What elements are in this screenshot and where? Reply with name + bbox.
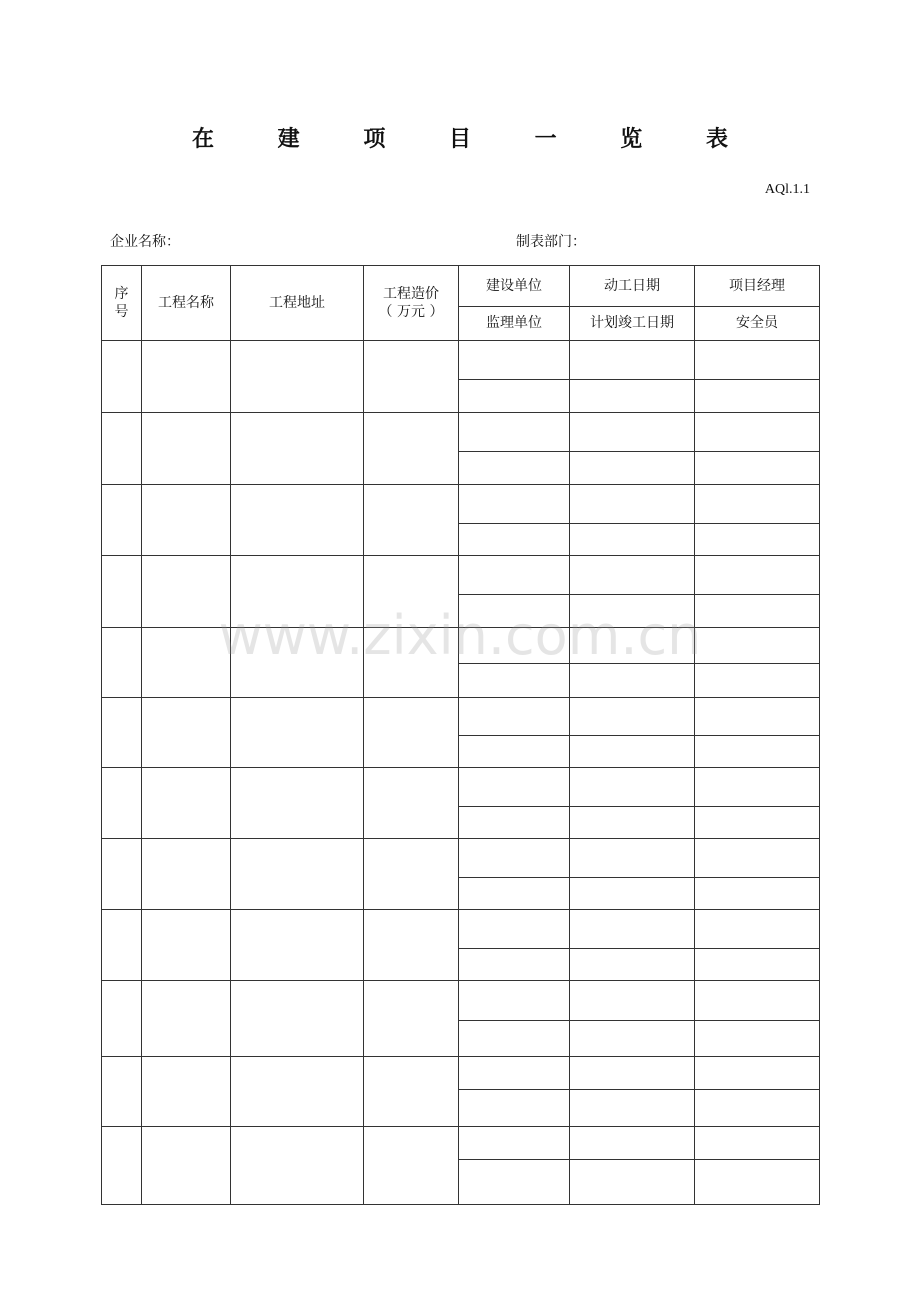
- table-cell: [142, 698, 231, 768]
- table-cell: [102, 698, 142, 768]
- table-cell: [364, 628, 459, 698]
- table-cell: [695, 556, 820, 595]
- table-row: [102, 768, 820, 807]
- table-cell: [570, 1057, 695, 1090]
- header-safety-officer: 安全员: [695, 307, 820, 341]
- table-row: [102, 628, 820, 664]
- table-cell: [142, 1127, 231, 1205]
- table-cell: [459, 981, 570, 1021]
- department-label: 制表部门：: [516, 234, 586, 250]
- table-cell: [695, 1021, 820, 1057]
- table-cell: [459, 839, 570, 878]
- table-cell: [142, 413, 231, 485]
- table-cell: [570, 485, 695, 524]
- table-cell: [231, 628, 364, 698]
- page-title: 在 建 项 目 一 览 表: [192, 127, 756, 152]
- header-project-name: 工程名称: [142, 266, 231, 341]
- table-row: [102, 910, 820, 949]
- table-cell: [364, 839, 459, 910]
- table-cell: [570, 1127, 695, 1160]
- table-cell: [459, 380, 570, 413]
- table-row: [102, 341, 820, 380]
- table-cell: [570, 807, 695, 839]
- table-cell: [231, 1127, 364, 1205]
- table-cell: [459, 736, 570, 768]
- table-cell: [459, 485, 570, 524]
- table-cell: [459, 910, 570, 949]
- table-cell: [570, 452, 695, 485]
- header-row-1: [102, 266, 820, 307]
- table-cell: [459, 1160, 570, 1205]
- table-cell: [102, 556, 142, 628]
- table-cell: [231, 981, 364, 1057]
- table-cell: [142, 556, 231, 628]
- table-cell: [695, 485, 820, 524]
- table-cell: [570, 556, 695, 595]
- table-cell: [231, 413, 364, 485]
- table-cell: [364, 556, 459, 628]
- header-project-manager: 项目经理: [695, 266, 820, 307]
- table-cell: [570, 664, 695, 698]
- table-row: [102, 698, 820, 736]
- table-cell: [570, 878, 695, 910]
- table-row: [102, 485, 820, 524]
- table-cell: [231, 341, 364, 413]
- table-cell: [459, 452, 570, 485]
- table-cell: [459, 664, 570, 698]
- table-cell: [459, 556, 570, 595]
- table-cell: [142, 768, 231, 839]
- table-cell: [102, 1057, 142, 1127]
- table-cell: [102, 341, 142, 413]
- table-cell: [695, 452, 820, 485]
- watermark: www.zixin.com.cn: [218, 604, 702, 667]
- form-code: AQl.1.1: [764, 182, 810, 197]
- table-cell: [695, 1160, 820, 1205]
- table-cell: [364, 1057, 459, 1127]
- table-cell: [102, 910, 142, 981]
- table-cell: [231, 839, 364, 910]
- table-cell: [695, 341, 820, 380]
- header-builder: 建设单位: [459, 266, 570, 307]
- table-cell: [695, 413, 820, 452]
- table-cell: [102, 839, 142, 910]
- header-planned-completion: 计划竣工日期: [570, 307, 695, 341]
- table-cell: [102, 485, 142, 556]
- table-cell: [364, 413, 459, 485]
- table-cell: [695, 628, 820, 664]
- table-cell: [695, 1090, 820, 1127]
- table-cell: [570, 341, 695, 380]
- table-cell: [695, 736, 820, 768]
- table-cell: [459, 341, 570, 380]
- table-cell: [142, 981, 231, 1057]
- table-cell: [695, 981, 820, 1021]
- table-cell: [570, 380, 695, 413]
- company-name-label: 企业名称：: [110, 234, 180, 250]
- table-cell: [459, 698, 570, 736]
- table-cell: [459, 878, 570, 910]
- table-cell: [231, 485, 364, 556]
- table-cell: [364, 768, 459, 839]
- table-cell: [102, 768, 142, 839]
- table-row: [102, 1057, 820, 1090]
- table-cell: [231, 556, 364, 628]
- table-cell: [459, 807, 570, 839]
- table-cell: [364, 341, 459, 413]
- table-cell: [102, 1127, 142, 1205]
- table-cell: [695, 768, 820, 807]
- table-cell: [231, 1057, 364, 1127]
- table-cell: [570, 698, 695, 736]
- table-cell: [695, 949, 820, 981]
- table-cell: [102, 628, 142, 698]
- table-cell: [142, 910, 231, 981]
- table-cell: [459, 949, 570, 981]
- table-cell: [695, 698, 820, 736]
- table-cell: [695, 664, 820, 698]
- table-cell: [695, 910, 820, 949]
- table-cell: [364, 910, 459, 981]
- table-cell: [570, 949, 695, 981]
- header-supervisor: 监理单位: [459, 307, 570, 341]
- table-cell: [695, 380, 820, 413]
- table-row: [102, 556, 820, 595]
- table-cell: [102, 413, 142, 485]
- header-project-address: 工程地址: [231, 266, 364, 341]
- table-row: [102, 839, 820, 878]
- table-cell: [459, 768, 570, 807]
- table-cell: [142, 628, 231, 698]
- table-cell: [570, 910, 695, 949]
- table-cell: [570, 595, 695, 628]
- table-cell: [695, 839, 820, 878]
- table-cell: [142, 485, 231, 556]
- table-cell: [695, 524, 820, 556]
- table-cell: [695, 595, 820, 628]
- table-cell: [570, 1021, 695, 1057]
- table-cell: [695, 1127, 820, 1160]
- table-cell: [459, 1090, 570, 1127]
- table-cell: [364, 698, 459, 768]
- table-cell: [142, 341, 231, 413]
- header-start-date: 动工日期: [570, 266, 695, 307]
- table-cell: [364, 485, 459, 556]
- table-cell: [231, 910, 364, 981]
- table-cell: [570, 839, 695, 878]
- table-row: [102, 1127, 820, 1160]
- table-cell: [570, 736, 695, 768]
- table-cell: [570, 1160, 695, 1205]
- table-cell: [459, 1127, 570, 1160]
- table-cell: [570, 981, 695, 1021]
- header-seq: 序 号: [102, 266, 142, 341]
- table-cell: [364, 1127, 459, 1205]
- table-cell: [102, 981, 142, 1057]
- table-cell: [459, 524, 570, 556]
- table-cell: [570, 768, 695, 807]
- table-cell: [231, 768, 364, 839]
- table-cell: [570, 413, 695, 452]
- table-cell: [231, 698, 364, 768]
- table-row: [102, 981, 820, 1021]
- table-cell: [459, 595, 570, 628]
- table-cell: [695, 878, 820, 910]
- table-cell: [695, 1057, 820, 1090]
- table-cell: [570, 1090, 695, 1127]
- project-table: [101, 265, 820, 1205]
- table-cell: [570, 628, 695, 664]
- table-cell: [459, 413, 570, 452]
- table-cell: [364, 981, 459, 1057]
- table-cell: [459, 1057, 570, 1090]
- table-cell: [459, 628, 570, 664]
- table-row: [102, 413, 820, 452]
- table-cell: [695, 807, 820, 839]
- table-cell: [570, 524, 695, 556]
- header-cost: 工程造价 （ 万元 ）: [364, 266, 459, 341]
- table-cell: [142, 839, 231, 910]
- table-cell: [142, 1057, 231, 1127]
- table-cell: [459, 1021, 570, 1057]
